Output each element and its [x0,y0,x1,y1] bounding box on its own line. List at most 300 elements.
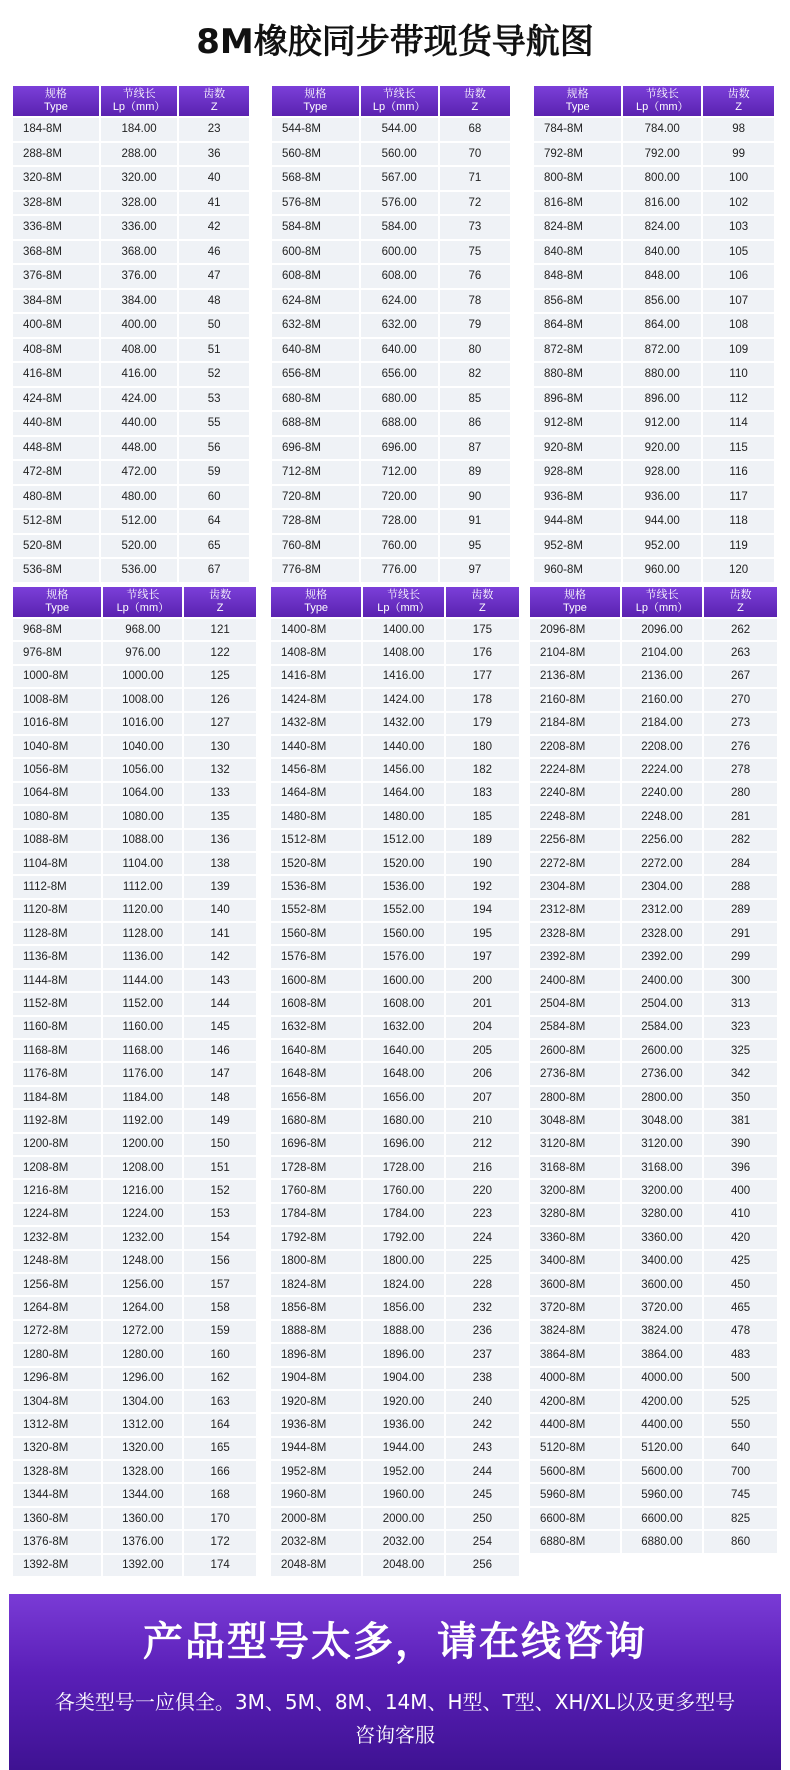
table-row [271,1368,519,1389]
cell-teeth: 425 [704,1251,777,1272]
cell-teeth: 151 [184,1157,256,1178]
table-row [13,118,249,141]
cell-teeth: 183 [446,783,519,804]
cell-teeth: 72 [440,192,510,215]
table-row [13,1251,256,1272]
column-header-teeth [440,86,510,116]
cell-pitch-length: 1264.00 [103,1297,182,1318]
cell-pitch-length: 1784.00 [363,1204,444,1225]
table-row [530,830,777,851]
cell-type: 1920-8M [271,1391,361,1412]
cell-pitch-length: 4000.00 [622,1368,702,1389]
cell-pitch-length: 5960.00 [622,1484,702,1505]
column-header-teeth [179,86,249,116]
cell-teeth: 206 [446,1063,519,1084]
cell-teeth: 210 [446,1110,519,1131]
cell-pitch-length: 2208.00 [622,736,702,757]
column-header-type-en: Type [45,602,70,614]
cell-type: 472-8M [13,461,99,484]
cell-type: 3280-8M [530,1204,620,1225]
table-row [530,806,777,827]
cell-type: 600-8M [272,241,359,264]
cell-type: 1304-8M [13,1391,101,1412]
cell-type: 1248-8M [13,1251,101,1272]
cell-teeth: 150 [184,1134,256,1155]
cell-type: 720-8M [272,486,359,509]
column-header-teeth-cn: 齿数 [203,88,226,100]
cell-type: 1112-8M [13,876,101,897]
cell-type: 1952-8M [271,1461,361,1482]
table-row [271,1251,519,1272]
cell-teeth: 525 [704,1391,777,1412]
column-header-type-cn: 规格 [46,589,69,601]
table-row [271,713,519,734]
table-row [13,900,256,921]
cell-teeth: 73 [440,216,510,239]
cell-teeth: 23 [179,118,249,141]
table-row [13,1063,256,1084]
cell-teeth: 273 [704,713,777,734]
table-row [271,1063,519,1084]
table-row [271,783,519,804]
cell-type: 4400-8M [530,1414,620,1435]
cell-type: 4000-8M [530,1368,620,1389]
cell-type: 1640-8M [271,1040,361,1061]
table-row [534,339,774,362]
page-title: 8M橡胶同步带现货导航图 [196,22,594,62]
column-header-lp-en: Lp（mm） [116,602,170,614]
cell-type: 872-8M [534,339,621,362]
cell-teeth: 95 [440,535,510,558]
cell-type: 1320-8M [13,1438,101,1459]
cell-type: 1040-8M [13,736,101,757]
cell-pitch-length: 600.00 [361,241,438,264]
cell-pitch-length: 3400.00 [622,1251,702,1272]
cell-type: 1600-8M [271,970,361,991]
table-row [13,388,249,411]
cell-type: 2104-8M [530,642,620,663]
cell-pitch-length: 368.00 [101,241,178,264]
cell-type: 632-8M [272,314,359,337]
table-row [534,535,774,558]
spec-table-5 [269,585,521,1578]
table-row [530,1368,777,1389]
cell-teeth: 278 [704,759,777,780]
cell-pitch-length: 816.00 [623,192,701,215]
cell-pitch-length: 1216.00 [103,1180,182,1201]
column-header-lp-en: Lp（mm） [112,101,166,113]
cell-teeth: 166 [184,1461,256,1482]
cell-type: 792-8M [534,143,621,166]
column-header-teeth [703,86,774,116]
cell-pitch-length: 424.00 [101,388,178,411]
cell-type: 912-8M [534,412,621,435]
cell-pitch-length: 1176.00 [103,1063,182,1084]
column-header-teeth [184,587,256,617]
cell-pitch-length: 856.00 [623,290,701,313]
cell-type: 1000-8M [13,666,101,687]
table-row [530,1344,777,1365]
cell-teeth: 168 [184,1484,256,1505]
cell-type: 952-8M [534,535,621,558]
table-row [534,486,774,509]
table-row [13,216,249,239]
cell-type: 3864-8M [530,1344,620,1365]
table-row [534,363,774,386]
cell-type: 1224-8M [13,1204,101,1225]
table-row [530,1017,777,1038]
cell-teeth: 110 [703,363,774,386]
table-row [530,1063,777,1084]
cell-type: 2392-8M [530,946,620,967]
cell-teeth: 121 [184,619,256,640]
cell-pitch-length: 3864.00 [622,1344,702,1365]
column-header-teeth-en: Z [210,101,218,113]
cell-type: 1424-8M [271,689,361,710]
cell-pitch-length: 544.00 [361,118,438,141]
cell-pitch-length: 1824.00 [363,1274,444,1295]
cell-type: 840-8M [534,241,621,264]
table-row [271,619,519,640]
cell-pitch-length: 3120.00 [622,1134,702,1155]
cell-teeth: 205 [446,1040,519,1061]
cell-type: 5960-8M [530,1484,620,1505]
cell-type: 512-8M [13,510,99,533]
cell-pitch-length: 1424.00 [363,689,444,710]
cell-pitch-length: 2328.00 [622,923,702,944]
cell-teeth: 180 [446,736,519,757]
column-header-teeth [704,587,777,617]
column-header-teeth-en: Z [471,101,479,113]
cell-teeth: 160 [184,1344,256,1365]
column-header-type-cn: 规格 [44,88,67,100]
cell-teeth: 342 [704,1063,777,1084]
cell-pitch-length: 656.00 [361,363,438,386]
table-row [13,736,256,757]
cell-type: 1344-8M [13,1484,101,1505]
cell-pitch-length: 1952.00 [363,1461,444,1482]
cell-teeth: 700 [704,1461,777,1482]
table-row [13,1157,256,1178]
cell-type: 2400-8M [530,970,620,991]
cell-type: 1160-8M [13,1017,101,1038]
cell-type: 1456-8M [271,759,361,780]
cell-type: 1184-8M [13,1087,101,1108]
table-row [13,1344,256,1365]
cell-teeth: 483 [704,1344,777,1365]
cell-pitch-length: 1000.00 [103,666,182,687]
cell-type: 384-8M [13,290,99,313]
cell-type: 1256-8M [13,1274,101,1295]
cell-pitch-length: 560.00 [361,143,438,166]
table-row [271,1555,519,1576]
table-row [530,1438,777,1459]
cell-type: 1936-8M [271,1414,361,1435]
cell-pitch-length: 896.00 [623,388,701,411]
cell-type: 3168-8M [530,1157,620,1178]
column-header-type [13,587,101,617]
cell-teeth: 36 [179,143,249,166]
cell-pitch-length: 584.00 [361,216,438,239]
table-row [272,339,510,362]
cell-teeth: 99 [703,143,774,166]
cell-type: 696-8M [272,437,359,460]
cell-teeth: 138 [184,853,256,874]
cell-type: 1552-8M [271,900,361,921]
cell-pitch-length: 2392.00 [622,946,702,967]
table-row [272,216,510,239]
cell-pitch-length: 2584.00 [622,1017,702,1038]
cell-pitch-length: 1104.00 [103,853,182,874]
cell-type: 1792-8M [271,1227,361,1248]
cell-type: 544-8M [272,118,359,141]
table-row [13,1508,256,1529]
cell-pitch-length: 2304.00 [622,876,702,897]
cell-pitch-length: 2312.00 [622,900,702,921]
cell-type: 1728-8M [271,1157,361,1178]
table-row [13,1087,256,1108]
table-row [534,118,774,141]
cell-type: 608-8M [272,265,359,288]
table-row [534,143,774,166]
table-row [13,363,249,386]
cell-teeth: 170 [184,1508,256,1529]
cell-type: 1576-8M [271,946,361,967]
table-row [13,806,256,827]
column-header-teeth-cn: 齿数 [463,88,486,100]
cell-pitch-length: 1200.00 [103,1134,182,1155]
cell-pitch-length: 1576.00 [363,946,444,967]
cell-teeth: 204 [446,1017,519,1038]
cell-pitch-length: 3360.00 [622,1227,702,1248]
table-row [272,118,510,141]
cell-type: 2248-8M [530,806,620,827]
cell-teeth: 102 [703,192,774,215]
cell-pitch-length: 1608.00 [363,993,444,1014]
cell-type: 1328-8M [13,1461,101,1482]
table-row [271,993,519,1014]
banner-headline: 产品型号太多，请在线咨询 [143,1619,647,1665]
cell-pitch-length: 1304.00 [103,1391,182,1412]
table-row [271,1321,519,1342]
cell-pitch-length: 800.00 [623,167,701,190]
column-header-type-en: Type [43,101,68,113]
table-row [272,241,510,264]
cell-teeth: 284 [704,853,777,874]
table-header-row [271,587,519,617]
cell-type: 328-8M [13,192,99,215]
cell-teeth: 89 [440,461,510,484]
cell-type: 1232-8M [13,1227,101,1248]
spec-table-1 [11,84,251,584]
cell-teeth: 396 [704,1157,777,1178]
cell-teeth: 325 [704,1040,777,1061]
table-row [530,736,777,757]
column-header-lp [361,86,438,116]
column-header-teeth-cn: 齿数 [471,589,494,601]
cell-pitch-length: 1936.00 [363,1414,444,1435]
cell-teeth: 420 [704,1227,777,1248]
table-row [272,363,510,386]
cell-pitch-length: 5600.00 [622,1461,702,1482]
cell-teeth: 250 [446,1508,519,1529]
table-row [271,1227,519,1248]
cell-pitch-length: 320.00 [101,167,178,190]
cell-type: 2184-8M [530,713,620,734]
column-header-lp-cn: 节线长 [382,88,416,100]
cell-teeth: 46 [179,241,249,264]
cell-type: 416-8M [13,363,99,386]
table-row [271,1484,519,1505]
table-row [271,759,519,780]
table-row [271,853,519,874]
cell-type: 896-8M [534,388,621,411]
cell-pitch-length: 2160.00 [622,689,702,710]
table-row [530,619,777,640]
cell-type: 2208-8M [530,736,620,757]
cell-type: 3048-8M [530,1110,620,1131]
table-row [271,1438,519,1459]
table-row [13,923,256,944]
table-row [272,412,510,435]
table-row [530,900,777,921]
cell-teeth: 238 [446,1368,519,1389]
cell-pitch-length: 440.00 [101,412,178,435]
cell-teeth: 190 [446,853,519,874]
cell-pitch-length: 880.00 [623,363,701,386]
table-row [534,510,774,533]
column-header-type [530,587,620,617]
cell-pitch-length: 536.00 [101,559,178,582]
cell-type: 776-8M [272,559,359,582]
cell-pitch-length: 688.00 [361,412,438,435]
cell-teeth: 245 [446,1484,519,1505]
cell-pitch-length: 384.00 [101,290,178,313]
cell-type: 1400-8M [271,619,361,640]
cell-pitch-length: 2240.00 [622,783,702,804]
cell-pitch-length: 1520.00 [363,853,444,874]
table-row [13,1368,256,1389]
table-row [13,1297,256,1318]
cell-teeth: 68 [440,118,510,141]
cell-type: 536-8M [13,559,99,582]
column-header-teeth-cn: 齿数 [209,589,232,601]
cell-type: 1440-8M [271,736,361,757]
cell-type: 408-8M [13,339,99,362]
cell-teeth: 237 [446,1344,519,1365]
cell-pitch-length: 1960.00 [363,1484,444,1505]
cell-type: 3824-8M [530,1321,620,1342]
cell-teeth: 478 [704,1321,777,1342]
cell-pitch-length: 576.00 [361,192,438,215]
cell-pitch-length: 1560.00 [363,923,444,944]
table-row [530,1134,777,1155]
table-row [271,1414,519,1435]
cell-pitch-length: 1632.00 [363,1017,444,1038]
cell-pitch-length: 1256.00 [103,1274,182,1295]
cell-pitch-length: 1392.00 [103,1555,182,1576]
cell-teeth: 55 [179,412,249,435]
table-row [271,689,519,710]
cell-teeth: 47 [179,265,249,288]
cell-pitch-length: 2248.00 [622,806,702,827]
cell-teeth: 75 [440,241,510,264]
column-header-type [272,86,359,116]
cell-pitch-length: 1144.00 [103,970,182,991]
cell-pitch-length: 1192.00 [103,1110,182,1131]
cell-pitch-length: 936.00 [623,486,701,509]
cell-pitch-length: 640.00 [361,339,438,362]
cell-teeth: 223 [446,1204,519,1225]
column-header-lp-cn: 节线长 [645,589,679,601]
column-header-type [271,587,361,617]
table-row [13,1391,256,1412]
cell-pitch-length: 1656.00 [363,1087,444,1108]
cell-teeth: 156 [184,1251,256,1272]
table-row [13,461,249,484]
table-row [271,900,519,921]
cell-teeth: 148 [184,1087,256,1108]
cell-teeth: 201 [446,993,519,1014]
cell-teeth: 41 [179,192,249,215]
cell-pitch-length: 1064.00 [103,783,182,804]
table-row [530,1087,777,1108]
cell-pitch-length: 624.00 [361,290,438,313]
column-header-type-en: Type [303,101,328,113]
table-row [272,290,510,313]
cell-teeth: 79 [440,314,510,337]
table-row [272,388,510,411]
cell-teeth: 745 [704,1484,777,1505]
cell-teeth: 197 [446,946,519,967]
cell-type: 6880-8M [530,1531,620,1552]
cell-type: 4200-8M [530,1391,620,1412]
table-row [530,1180,777,1201]
cell-pitch-length: 824.00 [623,216,701,239]
cell-teeth: 163 [184,1391,256,1412]
table-row [530,689,777,710]
cell-type: 1416-8M [271,666,361,687]
cell-pitch-length: 864.00 [623,314,701,337]
cell-teeth: 195 [446,923,519,944]
table-row [271,1134,519,1155]
cell-type: 1696-8M [271,1134,361,1155]
cell-pitch-length: 1232.00 [103,1227,182,1248]
table-row [13,241,249,264]
cell-pitch-length: 1224.00 [103,1204,182,1225]
cell-pitch-length: 960.00 [623,559,701,582]
column-header-lp-en: Lp（mm） [377,602,430,614]
cell-type: 624-8M [272,290,359,313]
cell-teeth: 185 [446,806,519,827]
cell-type: 6600-8M [530,1508,620,1529]
column-header-teeth-cn: 齿数 [729,589,752,601]
column-header-teeth-en: Z [216,602,224,614]
table-row [13,1180,256,1201]
spec-table-6 [528,585,779,1555]
cell-teeth: 825 [704,1508,777,1529]
table-header-row [272,86,510,116]
table-row [271,923,519,944]
table-row [13,713,256,734]
cell-pitch-length: 1944.00 [363,1438,444,1459]
cell-pitch-length: 2104.00 [622,642,702,663]
cell-pitch-length: 968.00 [103,619,182,640]
column-header-type-en: Type [563,602,587,614]
cell-teeth: 228 [446,1274,519,1295]
cell-type: 1104-8M [13,853,101,874]
cell-type: 1632-8M [271,1017,361,1038]
